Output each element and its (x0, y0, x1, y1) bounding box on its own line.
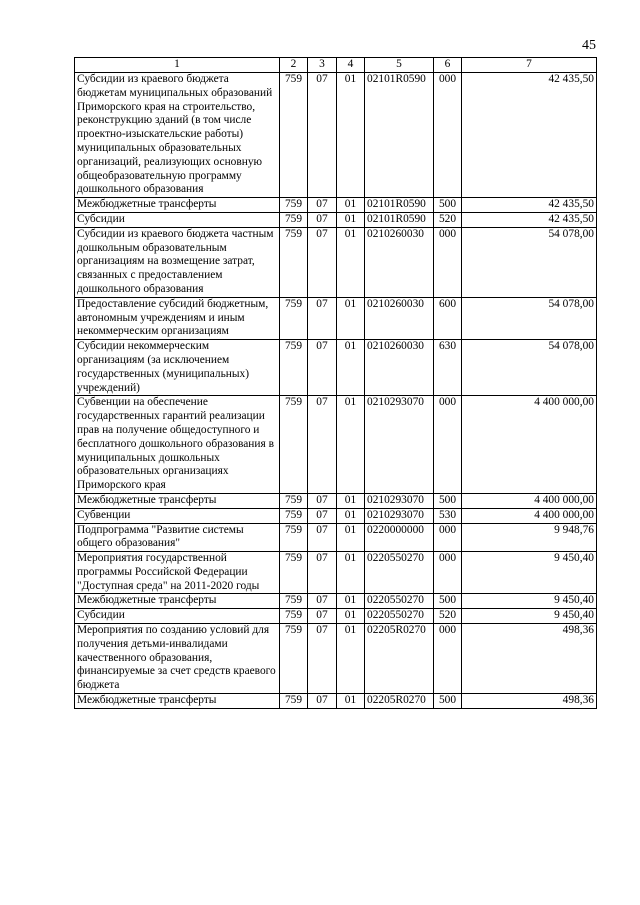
row-code-4: 01 (337, 396, 365, 494)
row-code-4: 01 (337, 297, 365, 339)
budget-table (74, 57, 597, 709)
row-name: Субвенции на обеспечение государственных гарантий реализации прав на получение общедоступного и бесплатного дошкольного образования в муниципальных дошкольных образовательных организациях Приморского края (75, 396, 280, 494)
row-code-3: 07 (308, 508, 337, 523)
row-code-4: 01 (337, 508, 365, 523)
row-code-2: 759 (280, 523, 308, 552)
row-code-3: 07 (308, 396, 337, 494)
row-amount: 4 400 000,00 (462, 493, 597, 508)
row-amount: 9 450,40 (462, 552, 597, 594)
table-row (75, 297, 597, 339)
row-amount: 54 078,00 (462, 297, 597, 339)
header-col-6: 6 (434, 58, 462, 73)
row-amount: 42 435,50 (462, 73, 597, 198)
row-code-6: 520 (434, 212, 462, 227)
row-code-5: 0210260030 (365, 297, 434, 339)
row-code-6: 500 (434, 493, 462, 508)
row-code-4: 01 (337, 594, 365, 609)
row-code-2: 759 (280, 212, 308, 227)
row-code-6: 000 (434, 227, 462, 297)
page-number: 45 (582, 38, 596, 53)
row-code-4: 01 (337, 198, 365, 213)
header-col-7: 7 (462, 58, 597, 73)
row-amount: 4 400 000,00 (462, 396, 597, 494)
row-amount: 42 435,50 (462, 212, 597, 227)
row-name: Мероприятия по созданию условий для получения детьми-инвалидами качественного образования, финансируемые за счет средств краевого бюджета (75, 624, 280, 694)
row-code-3: 07 (308, 609, 337, 624)
row-code-5: 02101R0590 (365, 198, 434, 213)
row-code-6: 000 (434, 624, 462, 694)
header-col-3: 3 (308, 58, 337, 73)
row-amount: 498,36 (462, 624, 597, 694)
table-row (75, 340, 597, 396)
row-code-4: 01 (337, 73, 365, 198)
row-code-6: 630 (434, 340, 462, 396)
row-code-2: 759 (280, 73, 308, 198)
row-name: Межбюджетные трансферты (75, 198, 280, 213)
row-code-5: 0220550270 (365, 609, 434, 624)
row-code-2: 759 (280, 198, 308, 213)
row-code-6: 600 (434, 297, 462, 339)
table-row (75, 552, 597, 594)
row-code-5: 0210293070 (365, 493, 434, 508)
row-code-3: 07 (308, 552, 337, 594)
row-code-3: 07 (308, 523, 337, 552)
row-code-3: 07 (308, 594, 337, 609)
row-name: Субвенции (75, 508, 280, 523)
row-amount: 54 078,00 (462, 227, 597, 297)
row-code-2: 759 (280, 493, 308, 508)
row-code-6: 000 (434, 396, 462, 494)
row-code-6: 000 (434, 73, 462, 198)
row-code-2: 759 (280, 694, 308, 709)
row-code-6: 000 (434, 523, 462, 552)
row-code-6: 500 (434, 198, 462, 213)
table-row (75, 396, 597, 494)
row-code-5: 0210260030 (365, 340, 434, 396)
table-row (75, 73, 597, 198)
row-code-5: 0210293070 (365, 396, 434, 494)
row-code-2: 759 (280, 594, 308, 609)
header-row (75, 58, 597, 73)
table-row (75, 594, 597, 609)
table-row (75, 227, 597, 297)
row-name: Субсидии (75, 609, 280, 624)
row-code-4: 01 (337, 227, 365, 297)
row-code-4: 01 (337, 523, 365, 552)
table-header (75, 58, 597, 73)
row-amount: 9 450,40 (462, 609, 597, 624)
row-code-5: 02205R0270 (365, 624, 434, 694)
row-code-2: 759 (280, 227, 308, 297)
row-code-3: 07 (308, 227, 337, 297)
row-code-5: 0220550270 (365, 552, 434, 594)
header-col-1: 1 (75, 58, 280, 73)
row-code-4: 01 (337, 552, 365, 594)
row-name: Субсидии (75, 212, 280, 227)
row-amount: 42 435,50 (462, 198, 597, 213)
row-name: Межбюджетные трансферты (75, 493, 280, 508)
table-row (75, 198, 597, 213)
row-code-2: 759 (280, 396, 308, 494)
header-col-4: 4 (337, 58, 365, 73)
row-code-5: 0210293070 (365, 508, 434, 523)
table-row (75, 624, 597, 694)
row-code-4: 01 (337, 340, 365, 396)
row-code-5: 0220000000 (365, 523, 434, 552)
row-code-5: 02101R0590 (365, 73, 434, 198)
row-code-2: 759 (280, 609, 308, 624)
row-name: Мероприятия государственной программы Российской Федерации "Доступная среда" на 2011-2020 годы (75, 552, 280, 594)
row-name: Субсидии некоммерческим организациям (за исключением государственных (муниципальных) учреждений) (75, 340, 280, 396)
row-name: Предоставление субсидий бюджетным, автономным учреждениям и иным некоммерческим организациям (75, 297, 280, 339)
row-amount: 9 948,76 (462, 523, 597, 552)
row-code-3: 07 (308, 624, 337, 694)
table-row (75, 508, 597, 523)
table-row (75, 523, 597, 552)
row-code-3: 07 (308, 198, 337, 213)
row-code-2: 759 (280, 624, 308, 694)
row-code-2: 759 (280, 552, 308, 594)
row-code-3: 07 (308, 493, 337, 508)
row-name: Межбюджетные трансферты (75, 694, 280, 709)
row-code-3: 07 (308, 694, 337, 709)
row-code-5: 0220550270 (365, 594, 434, 609)
row-amount: 498,36 (462, 694, 597, 709)
table-row (75, 212, 597, 227)
row-amount: 4 400 000,00 (462, 508, 597, 523)
header-col-5: 5 (365, 58, 434, 73)
table-body (75, 73, 597, 709)
row-code-3: 07 (308, 297, 337, 339)
row-code-2: 759 (280, 340, 308, 396)
row-name: Субсидии из краевого бюджета бюджетам муниципальных образований Приморского края на строительство, реконструкцию зданий (в том числе проектно-изыскательские работы) муниципальных образовательных организаций, реализующих основную общеобразовательную программу дошкольного образования (75, 73, 280, 198)
row-code-4: 01 (337, 493, 365, 508)
row-code-4: 01 (337, 212, 365, 227)
row-amount: 54 078,00 (462, 340, 597, 396)
table-row (75, 694, 597, 709)
row-code-5: 02101R0590 (365, 212, 434, 227)
row-code-5: 02205R0270 (365, 694, 434, 709)
row-code-3: 07 (308, 73, 337, 198)
row-code-6: 000 (434, 552, 462, 594)
header-col-2: 2 (280, 58, 308, 73)
row-name: Субсидии из краевого бюджета частным дошкольным образовательным организациям на возмещение затрат, связанных с предоставлением дошкольного образования (75, 227, 280, 297)
row-code-4: 01 (337, 609, 365, 624)
row-code-3: 07 (308, 340, 337, 396)
row-code-2: 759 (280, 508, 308, 523)
row-code-2: 759 (280, 297, 308, 339)
table-row (75, 493, 597, 508)
row-code-4: 01 (337, 624, 365, 694)
row-amount: 9 450,40 (462, 594, 597, 609)
row-code-3: 07 (308, 212, 337, 227)
row-code-4: 01 (337, 694, 365, 709)
row-code-5: 0210260030 (365, 227, 434, 297)
table-row (75, 609, 597, 624)
row-code-6: 530 (434, 508, 462, 523)
row-code-6: 500 (434, 694, 462, 709)
row-name: Подпрограмма "Развитие системы общего образования" (75, 523, 280, 552)
row-name: Межбюджетные трансферты (75, 594, 280, 609)
row-code-6: 520 (434, 609, 462, 624)
row-code-6: 500 (434, 594, 462, 609)
